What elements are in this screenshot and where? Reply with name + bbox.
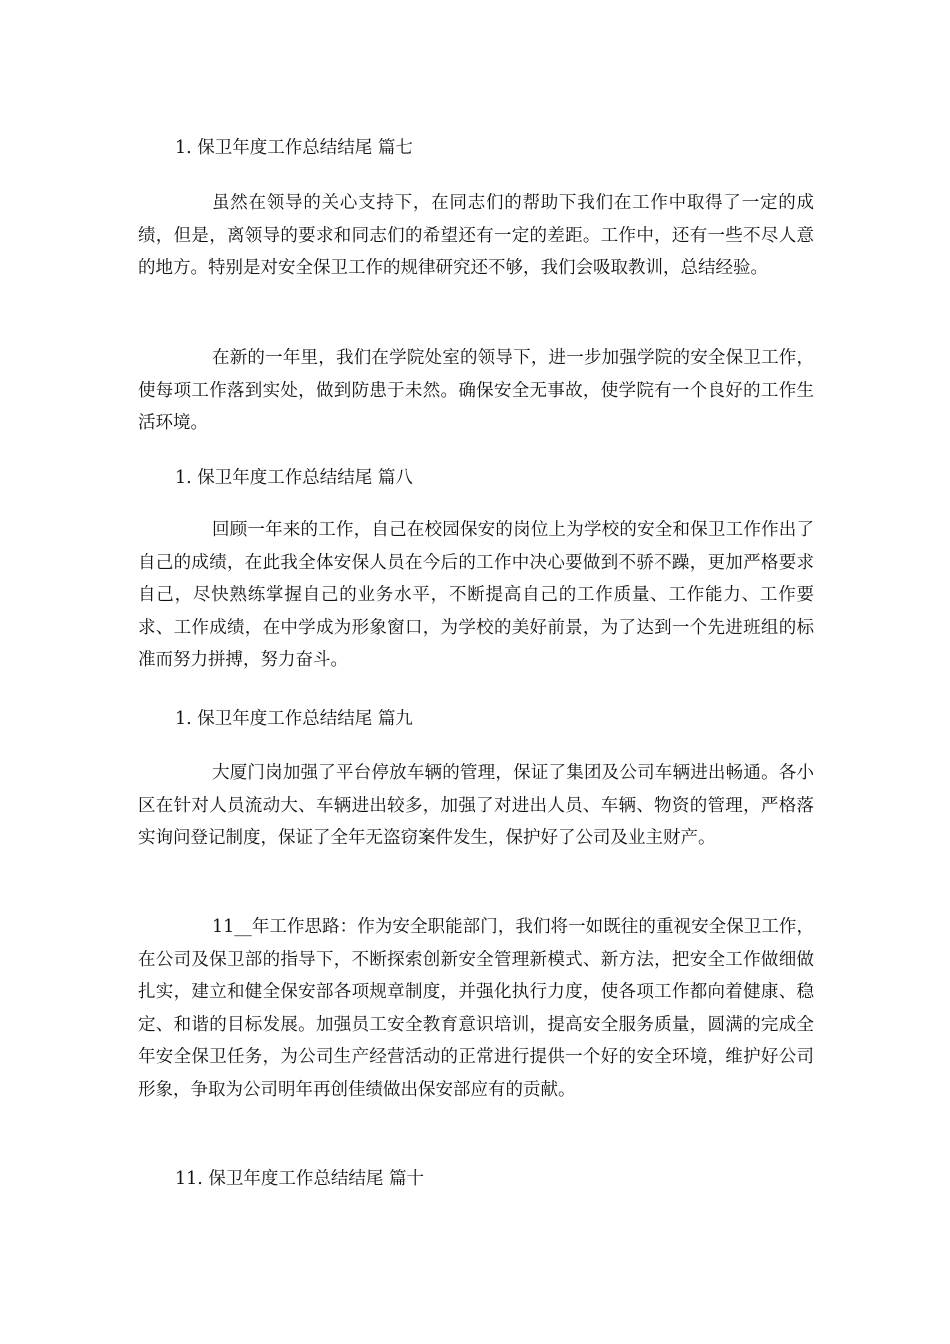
paragraph: 11__年工作思路：作为安全职能部门，我们将一如既往的重视安全保卫工作，在公司及保卫部的指导下，不断探索创新安全管理新模式、新方法，把安全工作做细做扎实，建立和健全保安部各项规章制度，并强化执行力度，使各项工作都向着健康、稳定、和谐的目标发展。加强员工安全教育意识培训，提高安全服务质量，圆满的完成全年安全保卫任务，为公司生产经营活动的正常进行提供一个好的安全环境，维护好公司形象，争取为公司明年再创佳绩做出保安部应有的贡献。 — [138, 917, 814, 1100]
paragraph: 虽然在领导的关心支持下，在同志们的帮助下我们在工作中取得了一定的成绩，但是，离领导的要求和同志们的希望还有一定的差距。工作中，还有一些不尽人意的地方。特别是对安全保卫工作的规律研究还不够，我们会吸取教训，总结经验。 — [138, 193, 814, 278]
paragraph: 大厦门岗加强了平台停放车辆的管理，保证了集团及公司车辆进出畅通。各小区在针对人员流动大、车辆进出较多，加强了对进出人员、车辆、物资的管理，严格落实询问登记制度，保证了全年无盗窃案件发生，保护好了公司及业主财产。 — [138, 763, 814, 848]
section-heading-9: 1. 保卫年度工作总结结尾 篇九 — [175, 709, 413, 729]
section-heading-10: 11. 保卫年度工作总结结尾 篇十 — [175, 1169, 424, 1189]
section-heading-8: 1. 保卫年度工作总结结尾 篇八 — [175, 468, 413, 488]
paragraph: 在新的一年里，我们在学院处室的领导下，进一步加强学院的安全保卫工作，使每项工作落到实处，做到防患于未然。确保安全无事故，使学院有一个良好的工作生活环境。 — [138, 348, 814, 433]
paragraph: 回顾一年来的工作，自己在校园保安的岗位上为学校的安全和保卫工作作出了自己的成绩，在此我全体安保人员在今后的工作中决心要做到不骄不躁，更加严格要求自己，尽快熟练掌握自己的业务水平，不断提高自己的工作质量、工作能力、工作要求、工作成绩，在中学成为形象窗口，为学校的美好前景，为了达到一个先进班组的标准而努力拼搏，努力奋斗。 — [138, 520, 814, 670]
section-heading-7: 1. 保卫年度工作总结结尾 篇七 — [175, 138, 413, 158]
